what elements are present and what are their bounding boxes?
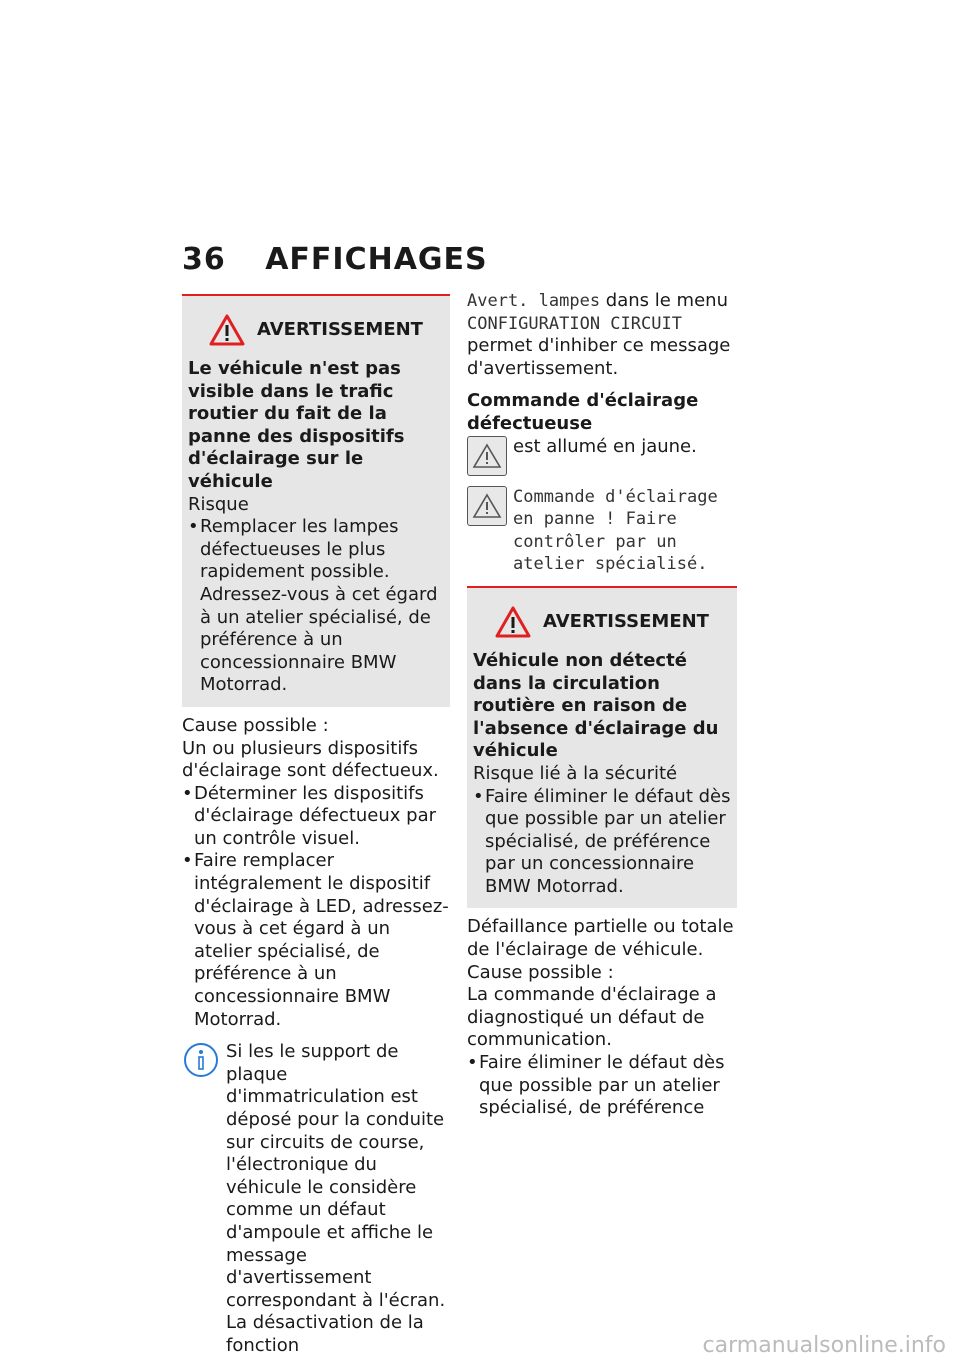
page-number: 36 xyxy=(182,242,226,277)
section-title: Commande d'éclairage défectueuse xyxy=(467,390,699,434)
cause-label: Cause possible : xyxy=(182,714,329,736)
display-message: Commande d'éclairage en panne ! Faire contrôler par un atelier spécialisé. xyxy=(513,486,718,575)
general-warning-icon xyxy=(467,486,507,526)
info-note xyxy=(182,1041,450,1357)
list-item xyxy=(182,850,450,1031)
bullet-icon: • xyxy=(467,1052,478,1074)
menu-text: dans le menu xyxy=(605,290,728,311)
warning-bullet-text: Remplacer les lampes défectueuses le plus rapidement possible. Adressez-vous à cet égard à un atelier spécialisé, de préférence à un concessionnaire BMW Motorrad. xyxy=(200,516,438,696)
menu-item-name: Avert. lampes xyxy=(467,291,601,311)
list-item xyxy=(182,783,450,851)
warning-title: Le véhicule n'est pas visible dans le trafic routier du fait de la panne des dispositifs d'éclairage sur le véhicule xyxy=(188,358,405,492)
page-header xyxy=(182,242,488,277)
warning-header xyxy=(473,606,731,638)
list-item-text: Faire éliminer le défaut dès que possible par un atelier spécialisé, de préférence xyxy=(479,1052,725,1119)
warning-triangle-icon xyxy=(209,314,245,346)
warning-bullet xyxy=(188,516,444,697)
cause-text: Un ou plusieurs dispositifs d'éclairage sont défectueux. xyxy=(182,737,439,782)
info-text: Si les le support de plaque d'immatriculation est déposé pour la conduite sur circuits de course, l'électronique du véhicule le considère comme un défaut d'ampoule et affiche le message d'avertissement correspondant à l'écran. La désactivation de la fonction xyxy=(226,1041,446,1356)
warning-box xyxy=(182,294,450,707)
cause-label: Cause possible : xyxy=(467,961,614,983)
column-left xyxy=(182,294,450,1358)
info-icon xyxy=(182,1041,220,1079)
warning-bullet-text: Faire éliminer le défaut dès que possible par un atelier spécialisé, de préférence par un concessionnaire BMW Motorrad. xyxy=(485,785,731,897)
menu-suffix: permet d'inhiber ce message d'avertissement. xyxy=(467,335,731,379)
warning-box xyxy=(467,586,737,909)
bullet-icon: • xyxy=(188,516,199,538)
cause-text: La commande d'éclairage a diagnostiqué un défaut de communication. xyxy=(467,984,717,1051)
warning-bullet xyxy=(473,786,731,899)
page-title: AFFICHAGES xyxy=(265,242,488,277)
lamp-row xyxy=(467,436,737,476)
list-item-text: Faire remplacer intégralement le dispositif d'éclairage à LED, adressez-vous à cet égard à un atelier spécialisé, de préférence à un concessionnaire BMW Motorrad. xyxy=(194,850,449,1030)
warning-header xyxy=(188,314,444,346)
warning-risk: Risque xyxy=(188,493,249,515)
bullet-icon: • xyxy=(182,850,193,872)
warning-triangle-icon xyxy=(495,606,531,638)
list-item-text: Déterminer les dispositifs d'éclairage défectueux par un contrôle visuel. xyxy=(194,782,437,849)
menu-paragraph xyxy=(467,290,737,380)
column-right xyxy=(467,290,737,1120)
warning-label: AVERTISSEMENT xyxy=(257,318,423,340)
menu-name: CONFIGURATION CIRCUIT xyxy=(467,313,682,334)
bullet-icon: • xyxy=(473,785,484,807)
display-message-row xyxy=(467,486,737,576)
failure-text: Défaillance partielle ou totale de l'éclairage de véhicule. xyxy=(467,916,734,961)
list-item xyxy=(467,1052,737,1120)
warning-risk: Risque lié à la sécurité xyxy=(473,762,678,784)
watermark: carmanualsonline.info xyxy=(702,1333,946,1358)
warning-lamp-icon xyxy=(467,436,507,476)
lamp-text: est allumé en jaune. xyxy=(513,435,697,457)
bullet-icon: • xyxy=(182,782,193,804)
warning-label: AVERTISSEMENT xyxy=(543,610,709,632)
warning-title: Véhicule non détecté dans la circulation routière en raison de l'absence d'éclairage du véhicule xyxy=(473,649,719,762)
